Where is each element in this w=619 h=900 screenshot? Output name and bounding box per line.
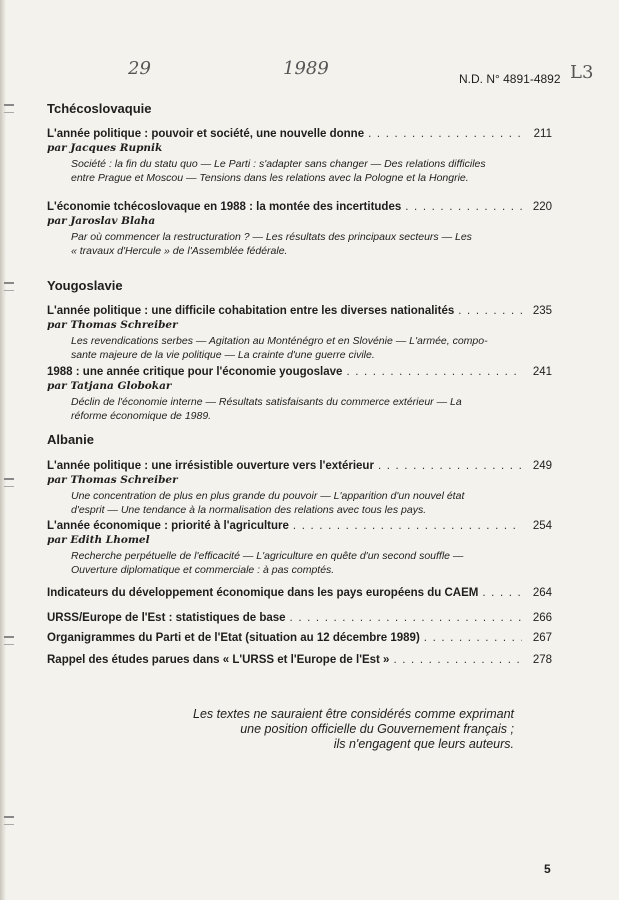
entry-page: 266 xyxy=(532,612,552,624)
handwritten-number: 29 xyxy=(128,58,151,79)
entry-page: 267 xyxy=(532,632,552,644)
entry-page: 235 xyxy=(532,305,552,317)
entry-page: 254 xyxy=(532,520,552,532)
leader-dots xyxy=(378,460,522,472)
entry-page: 241 xyxy=(532,366,552,378)
section-heading: Tchécoslovaquie xyxy=(47,101,152,116)
section-heading: Albanie xyxy=(47,432,94,447)
entry-title[interactable]: 1988 : une année critique pour l'économie yougoslave xyxy=(47,366,343,378)
toc-entry[interactable] xyxy=(47,128,552,185)
entry-author: par Jacques Rupnik xyxy=(47,142,163,154)
entry-page: 264 xyxy=(532,587,552,599)
note-line: ils n'engagent que leurs auteurs. xyxy=(333,737,514,751)
section-heading: Yougoslavie xyxy=(47,278,123,293)
desc-line: Les revendications serbes — Agitation au Monténégro et en Slovénie — L'armée, compo- xyxy=(71,335,488,347)
toc-entry[interactable] xyxy=(47,612,552,624)
entry-author: par Jaroslav Blaha xyxy=(47,215,156,227)
desc-line: sante majeure de la vie politique — La crainte d'une guerre civile. xyxy=(71,349,375,361)
entry-description xyxy=(71,157,511,185)
desc-line: Ouverture diplomatique et commerciale : à pas comptés. xyxy=(71,564,335,576)
toc-entry[interactable] xyxy=(47,654,552,666)
leader-dots xyxy=(482,587,522,599)
leader-dots xyxy=(290,612,522,624)
toc-entry[interactable] xyxy=(47,460,552,517)
entry-title[interactable]: L'économie tchécoslovaque en 1988 : la montée des incertitudes xyxy=(47,201,402,213)
entry-description xyxy=(71,549,511,577)
entry-author: par Tatjana Globokar xyxy=(47,380,172,392)
leader-dots xyxy=(368,128,522,140)
punch-mark xyxy=(4,636,14,645)
leader-dots xyxy=(293,520,522,532)
desc-line: réforme économique de 1989. xyxy=(71,410,212,422)
entry-title[interactable]: Organigrammes du Parti et de l'Etat (situation au 12 décembre 1989) xyxy=(47,632,420,644)
page-number: 5 xyxy=(544,862,551,876)
note-line: Les textes ne sauraient être considérés comme exprimant xyxy=(193,707,514,721)
entry-description xyxy=(71,334,511,362)
toc-entry[interactable] xyxy=(47,366,552,423)
entry-author: par Edith Lhomel xyxy=(47,534,150,546)
entry-title[interactable]: L'année économique : priorité à l'agriculture xyxy=(47,520,289,532)
toc-entry[interactable] xyxy=(47,201,552,258)
handwritten-year: 1989 xyxy=(283,58,329,79)
desc-line: « travaux d'Hercule » de l'Assemblée fédérale. xyxy=(71,245,288,257)
note-line: une position officielle du Gouvernement français ; xyxy=(240,722,514,736)
leader-dots xyxy=(346,366,522,378)
entry-title[interactable]: L'année politique : une irrésistible ouverture vers l'extérieur xyxy=(47,460,374,472)
entry-page: 211 xyxy=(533,128,552,140)
entry-title[interactable]: L'année politique : pouvoir et société, une nouvelle donne xyxy=(47,128,365,140)
entry-page: 220 xyxy=(532,201,552,213)
entry-title[interactable]: Rappel des études parues dans « L'URSS et l'Europe de l'Est » xyxy=(47,654,390,666)
toc-entry[interactable] xyxy=(47,520,552,577)
desc-line: entre Prague et Moscou — Tensions dans les relations avec la Pologne et la Hongrie. xyxy=(71,172,469,184)
binding-edge xyxy=(0,0,6,900)
toc-entry[interactable] xyxy=(47,632,552,644)
entry-author: par Thomas Schreiber xyxy=(47,319,178,331)
leader-dots xyxy=(405,201,522,213)
entry-description xyxy=(71,489,511,517)
punch-mark xyxy=(4,816,14,825)
entry-title[interactable]: L'année politique : une difficile cohabitation entre les diverses nationalités xyxy=(47,305,455,317)
toc-entry[interactable] xyxy=(47,305,552,362)
desc-line: Une concentration de plus en plus grande du pouvoir — L'apparition d'un nouvel état xyxy=(71,490,465,502)
entry-title[interactable]: Indicateurs du développement économique dans les pays européens du CAEM xyxy=(47,587,479,599)
leader-dots xyxy=(458,305,522,317)
entry-author: par Thomas Schreiber xyxy=(47,474,178,486)
leader-dots xyxy=(424,632,522,644)
disclaimer-note xyxy=(130,707,514,752)
punch-mark xyxy=(4,104,14,113)
desc-line: Déclin de l'économie interne — Résultats satisfaisants du commerce extérieur — La xyxy=(71,396,462,408)
entry-page: 249 xyxy=(532,460,552,472)
desc-line: Société : la fin du statu quo — Le Parti : s'adapter sans changer — Des relations difficiles xyxy=(71,158,486,170)
entry-title[interactable]: URSS/Europe de l'Est : statistiques de base xyxy=(47,612,286,624)
desc-line: Recherche perpétuelle de l'efficacité — L'agriculture en quête d'un second souffle — xyxy=(71,550,464,562)
entry-description xyxy=(71,395,511,423)
entry-description xyxy=(71,230,511,258)
punch-mark xyxy=(4,478,14,487)
desc-line: d'esprit — Une tendance à la normalisation des relations avec tous les pays. xyxy=(71,504,427,516)
toc-entry[interactable] xyxy=(47,587,552,599)
document-reference: N.D. N° 4891-4892 xyxy=(459,72,561,86)
handwritten-code: L3 xyxy=(570,62,594,83)
desc-line: Par où commencer la restructuration ? — Les résultats des principaux secteurs — Les xyxy=(71,231,472,243)
leader-dots xyxy=(393,654,522,666)
entry-page: 278 xyxy=(532,654,552,666)
punch-mark xyxy=(4,282,14,291)
